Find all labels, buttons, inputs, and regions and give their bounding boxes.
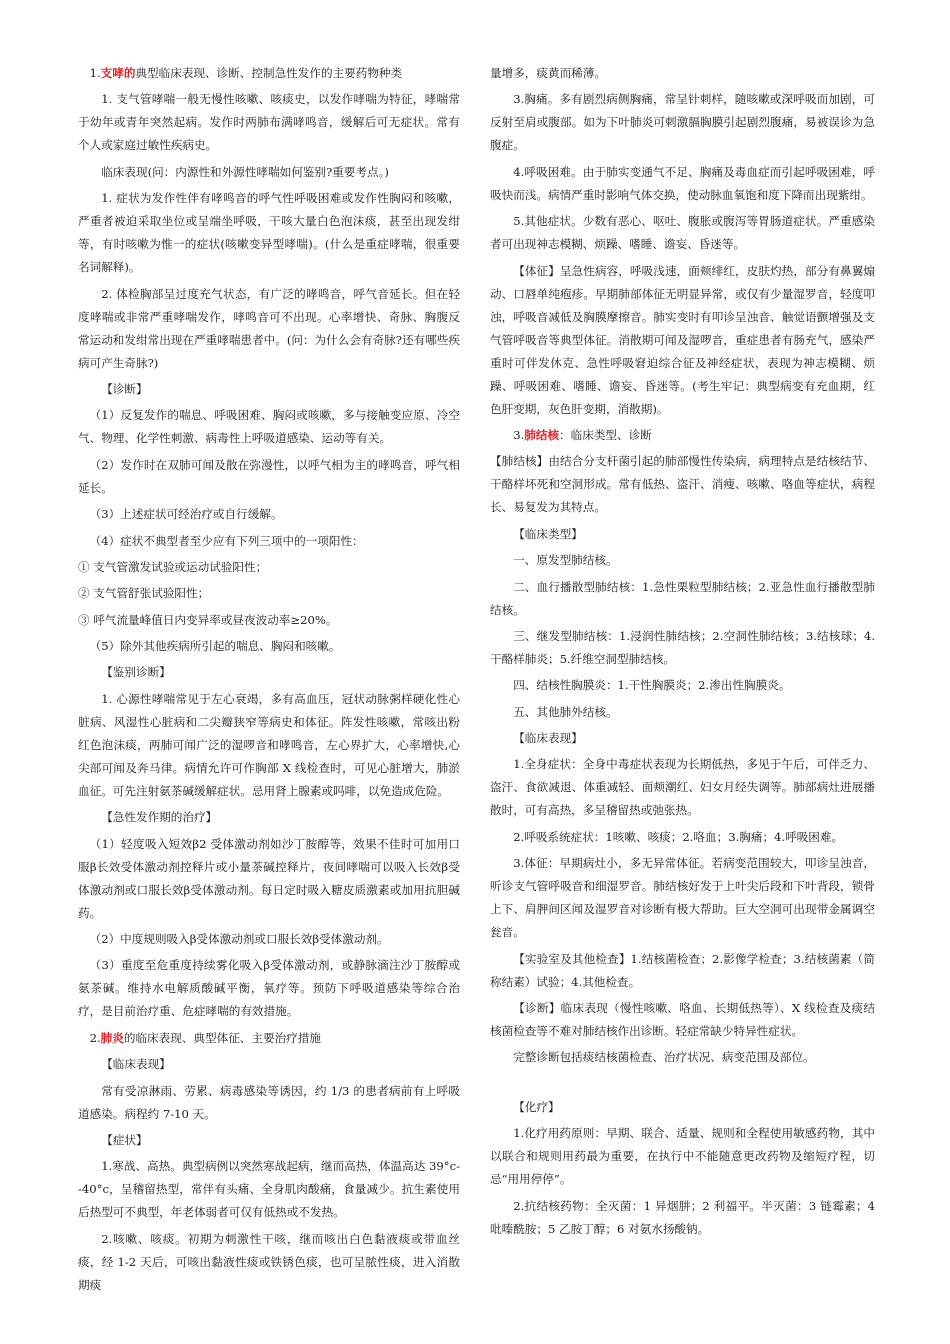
paragraph: 1.化疗用药原则：早期、联合、适量、规则和全程使用敏感药物，其中以联合和规则用药最为重要，在执行中不能随意更改药物及缩短疗程，切忌“用用停停”。 xyxy=(490,1126,875,1187)
paragraph: 4.呼吸困难。由于肺实变通气不足、胸痛及毒血症而引起呼吸困难，呼吸快而浅。病情严重时影响气体交换，使动脉血氧饱和度下降而出现紫绀。 xyxy=(490,164,875,202)
paragraph: 【化疗】 xyxy=(513,1099,560,1114)
paragraph: 1. 心源性哮喘常见于左心衰竭，多有高血压，冠状动脉粥样硬化性心脏病、风湿性心脏病和二尖瓣狭窄等病史和体征。阵发性咳嗽，常咳出粉红色泡沫痰，两肺可闻广泛的湿啰音和哮鸣音，左心界扩大，心率增快,心尖部可闻及奔马律。病情允许可作胸部 X 线检查时，可见心脏增大，肺淤血征。可先注射氨茶碱缓解症状。忌用肾上腺素或吗啡，以免造成危险。 xyxy=(78,691,460,798)
paragraph: （2）发作时在双肺可闻及散在弥漫性，以呼气相为主的哮鸣音，呼气相延长。 xyxy=(78,457,460,495)
paragraph: 常有受凉淋雨、劳累、病毒感染等诱因，约 1/3 的患者病前有上呼吸道感染。病程约 7-10 天。 xyxy=(78,1083,460,1121)
left-column xyxy=(78,62,460,1300)
paragraph: 【临床类型】 xyxy=(513,526,583,541)
heading-rest: 的临床表现、典型体征、主要治疗措施 xyxy=(123,1030,321,1045)
paragraph: 量增多，痰黄而稀薄。 xyxy=(490,66,606,80)
heading-highlight: 支哮的 xyxy=(100,66,136,80)
paragraph: 1. 支气管哮喘一般无慢性咳嗽、咳痰史，以发作哮喘为特征，哮喘常于幼年或青年突然起病。发作时两肺布满哮鸣音，缓解后可无症状。常有个人或家庭过敏性疾病史。 xyxy=(78,92,460,153)
spacer xyxy=(490,1073,875,1096)
heading-rest: ：临床类型、诊断 xyxy=(559,427,652,442)
paragraph: （5）除外其他疾病所引起的喘息、胸闷和咳嗽。 xyxy=(89,639,341,654)
paragraph: 四、结核性胸膜炎：1.干性胸膜炎；2.渗出性胸膜炎。 xyxy=(513,678,791,693)
heading-number: 1. xyxy=(89,66,101,80)
paragraph: 二、血行播散型肺结核：1.急性栗粒型肺结核；2.亚急性血行播散型肺结核。 xyxy=(490,579,875,617)
paragraph: 完整诊断包括痰结核菌检查、治疗状况、病变范围及部位。 xyxy=(513,1050,815,1065)
paragraph: ② 支气管舒张试验阳性； xyxy=(78,586,210,601)
paragraph: 1.全身症状：全身中毒症状表现为长期低热，多见于午后，可伴乏力、盗汗、食欲减退、体重减轻、面颊潮红、妇女月经失调等。肺部病灶进展播散时，可有高热，多呈稽留热或弛张热。 xyxy=(490,757,875,818)
paragraph: 【肺结核】由结合分支杆菌引起的肺部慢性传染病，病理特点是结核结节、干酪样坏死和空洞形成。常有低热、盗汗、消瘦、咳嗽、咯血等症状，病程长、易复发为其特点。 xyxy=(490,454,875,515)
paragraph: 临床表现(问：内源性和外源性哮喘如何鉴别?重要考点。) xyxy=(101,164,389,179)
paragraph: 【临床表现】 xyxy=(101,1057,171,1072)
section-heading xyxy=(78,1027,460,1050)
paragraph: 五、其他肺外结核。 xyxy=(513,704,618,719)
paragraph: 3.体征：早期病灶小，多无异常体征。若病变范围较大，叩诊呈浊音，听诊支气管呼吸音和细湿罗音。肺结核好发于上叶尖后段和下叶背段，锁骨上下、肩胛间区闻及湿罗音对诊断有极大帮助。巨大空洞可出现带金属调空瓮音。 xyxy=(490,856,875,940)
paragraph: 【鉴别诊断】 xyxy=(101,665,171,680)
section-heading xyxy=(78,62,460,85)
paragraph: 2.呼吸系统症状：1咳嗽、咳痰；2.咯血；3.胸痛；4.呼吸困难。 xyxy=(513,829,844,844)
paragraph: ① 支气管激发试验或运动试验阳性； xyxy=(78,559,268,574)
paragraph: （3）上述症状可经治疗或自行缓解。 xyxy=(89,507,283,522)
heading-number: 2. xyxy=(89,1030,101,1045)
heading-number: 3. xyxy=(513,427,525,442)
heading-highlight: 肺炎 xyxy=(100,1030,124,1045)
paragraph: 【体征】呈急性病容，呼吸浅速，面颊绯红，皮肤灼热，部分有鼻翼煽动、口唇单纯疱疹。早期肺部体征无明显异常，或仅有少量湿罗音，轻度叩浊，呼吸音减低及胸膜摩擦音。肺实变时有叩诊呈浊音、触觉语颤增强及支气管呼吸音等典型体征。消散期可闻及湿啰音，重症患者有肠充气，感染严重时可伴发休克、急性呼吸窘迫综合征及神经症状，表现为神志模糊、烦躁、呼吸困难、嗜睡、谵妄、昏迷等。(考生牢记：典型病变有充血期，红色肝变期，灰色肝变期，消散期)。 xyxy=(490,263,875,416)
paragraph: （4）症状不典型者至少应有下列三项中的一项阳性： xyxy=(89,533,364,548)
paragraph: 三、继发型肺结核：1.浸润性肺结核；2.空洞性肺结核；3.结核球；4.干酪样肺炎；5.纤维空洞型肺结核。 xyxy=(490,628,875,666)
paragraph: （1）轻度吸入短效β2 受体激动剂如沙丁胺醇等，效果不佳时可加用口服β长效受体激动剂控释片或小量茶碱控释片，夜间哮喘可以吸入长效β受体激动剂或口服长效β受体激动剂。每日定时吸入糖皮质激素或加用抗胆碱药。 xyxy=(78,836,460,920)
paragraph: 5.其他症状。少数有恶心、呕吐、腹胀或腹泻等胃肠道症状。严重感染者可出现神志模糊、烦躁、嗜睡、谵妄、昏迷等。 xyxy=(490,214,875,252)
right-column xyxy=(490,62,875,1244)
paragraph: 1.寒战、高热。典型病例以突然寒战起病，继而高热，体温高达 39°c--40°c，呈稽留热型，常伴有头痛、全身肌肉酸痛，食量减少。抗生素使用后热型可不典型，年老体弱者可仅有低热或不发热。 xyxy=(78,1159,460,1220)
paragraph: （3）重度至危重度持续雾化吸入β受体激动剂，或静脉滴注沙丁胺醇或氨茶碱。维持水电解质酸碱平衡，氧疗等。预防下呼吸道感染等综合治疗，是目前治疗重、危症哮喘的有效措施。 xyxy=(78,958,460,1019)
paragraph: 2.抗结核药物：全灭菌：1 异烟肼；2 利福平。半灭菌：3 链霉素；4 吡嗪酰胺；5 乙胺丁醇；6 对氨水扬酸钠。 xyxy=(490,1198,875,1236)
paragraph: 1. 症状为发作性伴有哮鸣音的呼气性呼吸困难或发作性胸闷和咳嗽，严重者被迫采取坐位或呈端坐呼吸，干咳大量白色泡沫痰，甚至出现发绀等，有时咳嗽为惟一的症状(咳嗽变异型哮喘)。(什么是重症哮喘，很重要名词解释)。 xyxy=(78,191,460,275)
paragraph: 【症状】 xyxy=(101,1132,148,1147)
heading-rest: 典型临床表现、诊断、控制急性发作的主要药物种类 xyxy=(135,66,403,80)
paragraph: 【诊断】 xyxy=(101,381,148,396)
paragraph: 2. 体检胸部呈过度充气状态，有广泛的哮鸣音，呼气音延长。但在轻度哮喘或非常严重哮喘发作，哮鸣音可不出现。心率增快、奇脉、胸腹反常运动和发绀常出现在严重哮喘患者中。(问：为什么会有奇脉?还有哪些疾病可产生奇脉?) xyxy=(78,286,460,370)
paragraph: 2.咳嗽、咳痰。初期为刺激性干咳，继而咳出白色黏液痰或带血丝痰，经 1-2 天后，可咳出黏液性痰或铁锈色痰，也可呈脓性痰，进入消散期痰 xyxy=(78,1231,460,1292)
paragraph: 一、原发型肺结核。 xyxy=(513,553,618,568)
section-heading xyxy=(490,424,875,447)
paragraph: 3.胸痛。多有剧烈病侧胸痛，常呈针刺样，随咳嗽或深呼吸而加剧，可反射至肩或腹部。如为下叶肺炎可刺激膈胸膜引起剧烈腹痛，易被误诊为急腹症。 xyxy=(490,92,875,153)
heading-highlight: 肺结核 xyxy=(524,427,560,442)
paragraph: 【急性发作期的治疗】 xyxy=(101,810,218,825)
paragraph: 【诊断】临床表现（慢性咳嗽、咯血、长期低热等）、X 线检查及痰结核菌检查等不难对肺结核作出诊断。轻症常缺少特异性症状。 xyxy=(490,1001,875,1039)
paragraph: 【临床表现】 xyxy=(513,731,583,746)
paragraph: 【实验室及其他检查】1.结核菌检查；2.影像学检查；3.结核菌素（简称结素）试验；4.其他检查。 xyxy=(490,951,875,989)
paragraph: ③ 呼气流量峰值日内变异率或昼夜波动率≥20%。 xyxy=(78,612,338,627)
paragraph: （2）中度规则吸入β受体激动剂或口服长效β受体激动剂。 xyxy=(89,932,389,947)
paragraph: （1）反复发作的喘息、呼吸困难、胸闷或咳嗽，多与接触变应原、冷空气、物理、化学性刺激、病毒性上呼吸道感染、运动等有关。 xyxy=(78,408,460,446)
